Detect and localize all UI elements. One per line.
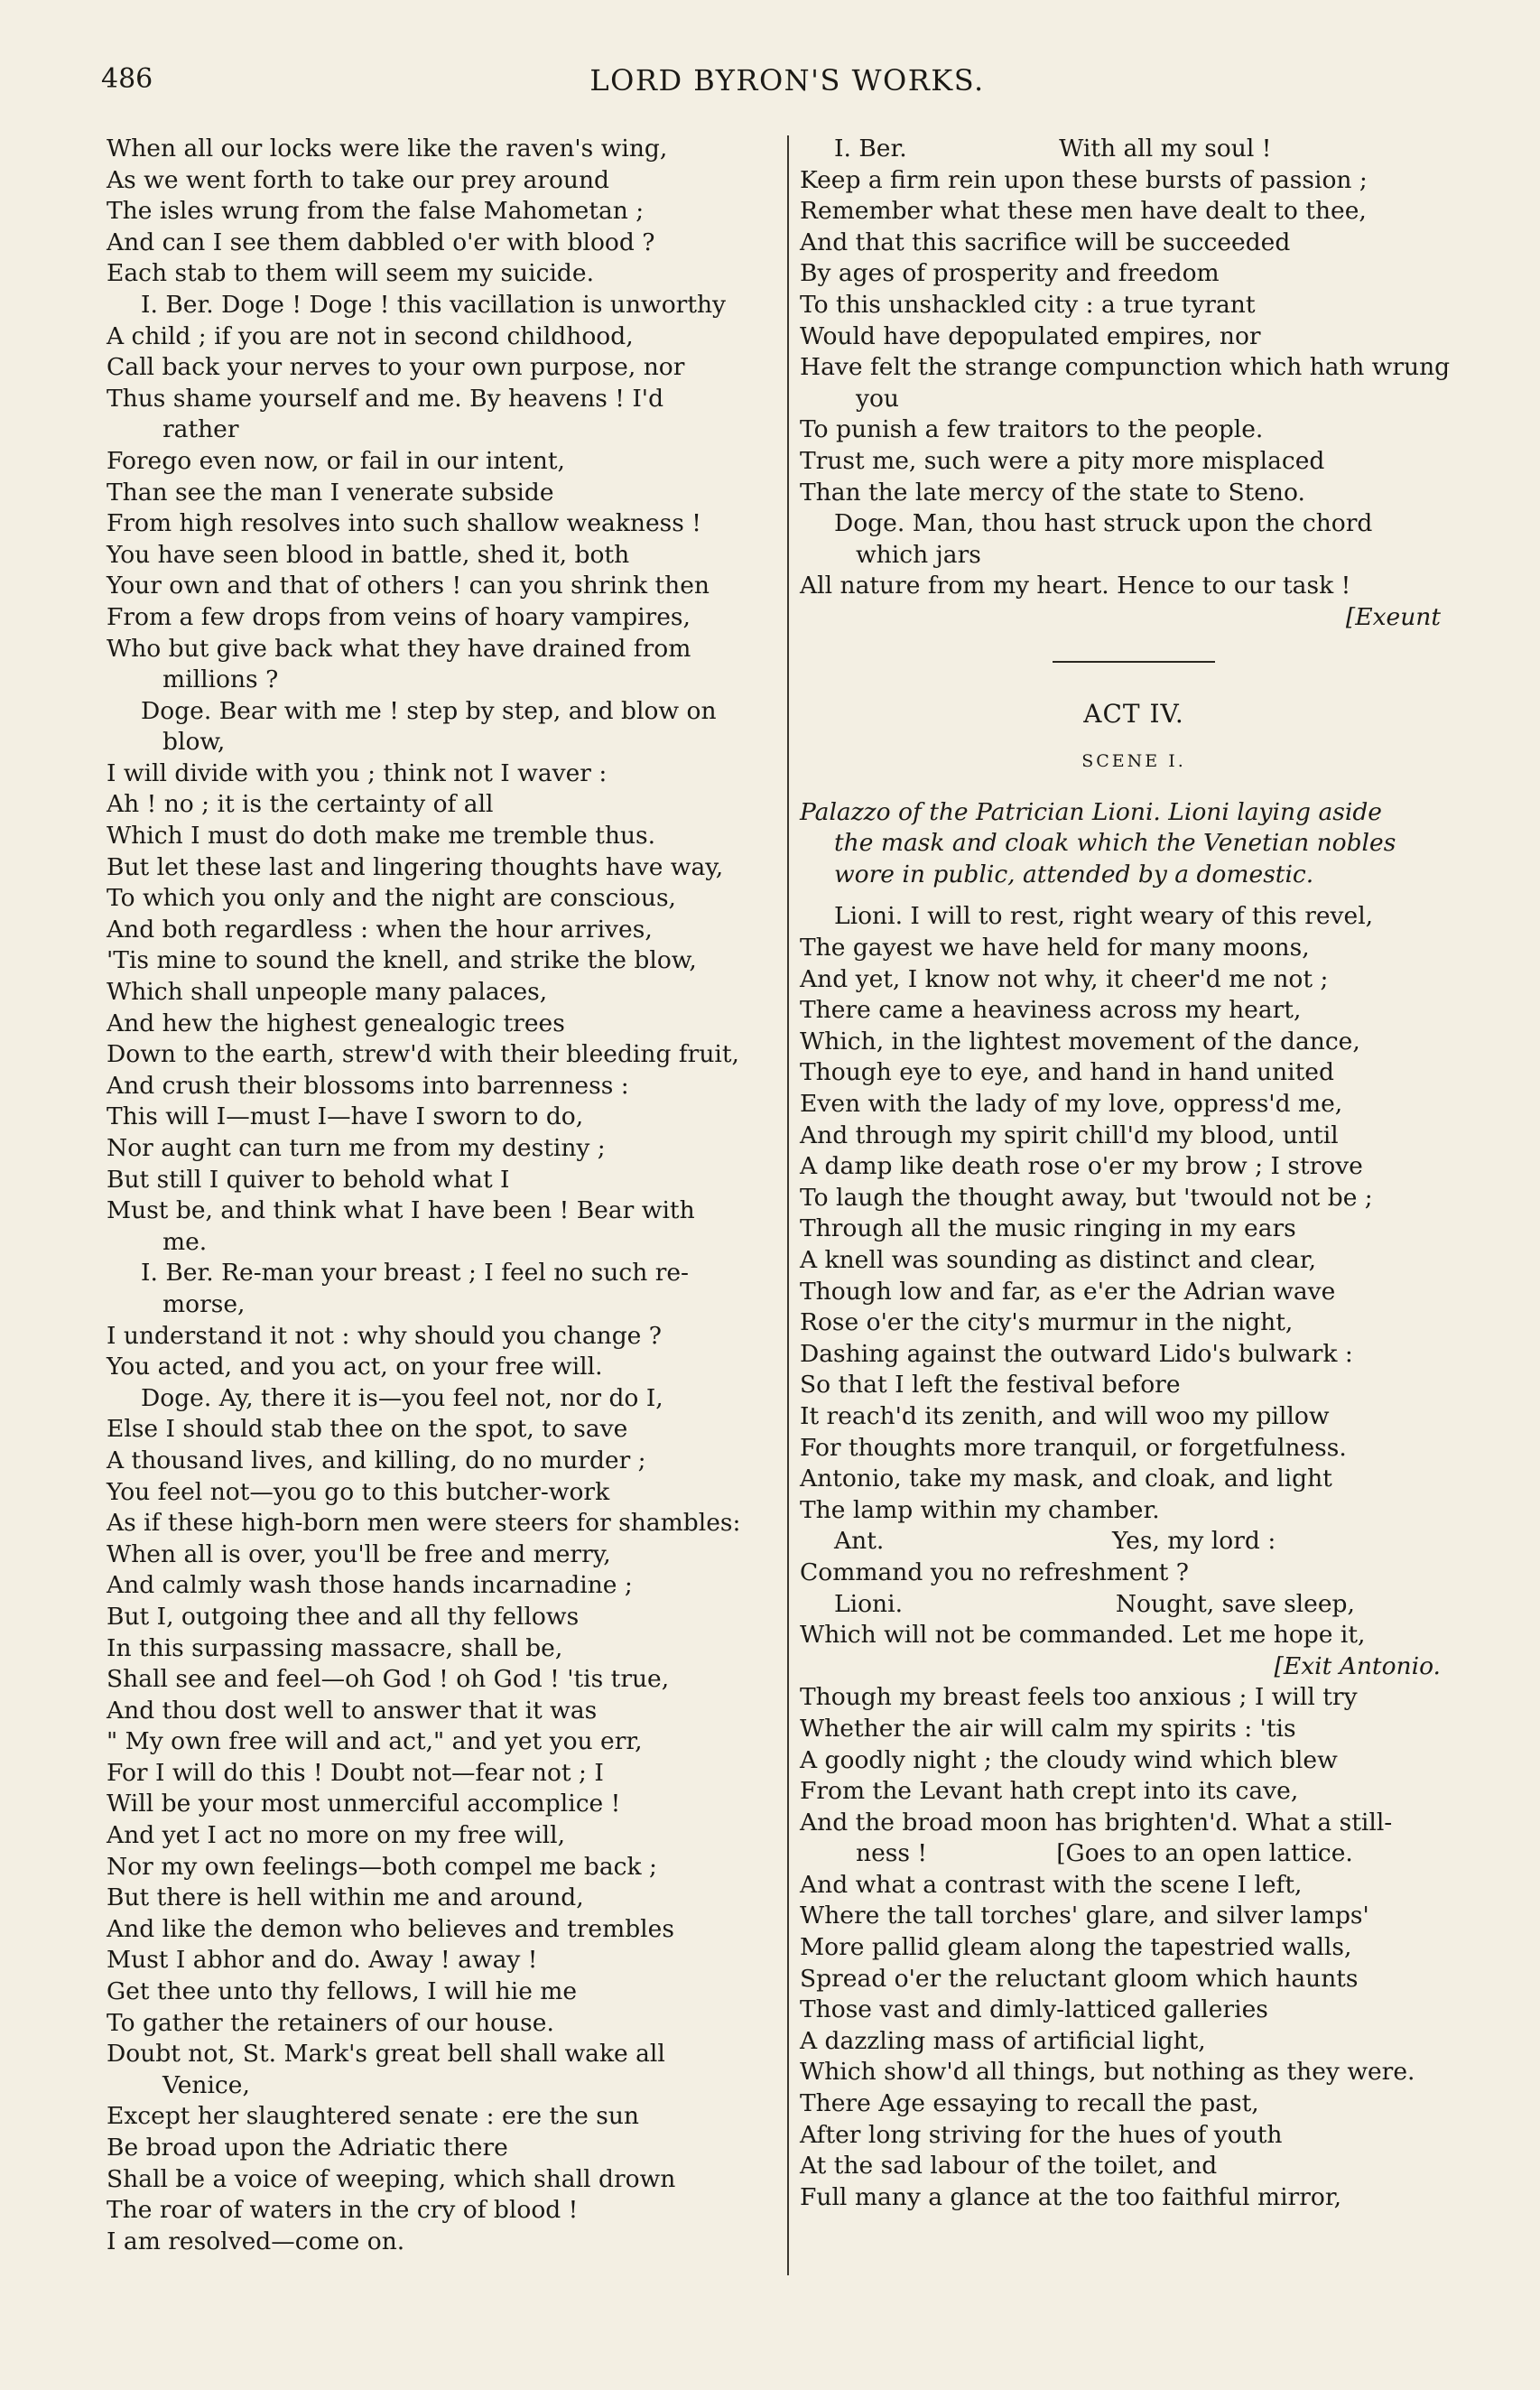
verse-line: Who but give back what they have drained from <box>107 634 691 663</box>
verse-line: To laugh the thought away, but 'twould not be ; <box>800 1183 1373 1212</box>
verse-line: But there is hell within me and around, <box>107 1883 584 1912</box>
speech-line: Lioni. Nought, save sleep, <box>834 1589 1355 1618</box>
verse-line: A damp like death rose o'er my brow ; I strove <box>800 1152 1363 1181</box>
verse-line: And hew the highest genealogic trees <box>107 1009 565 1037</box>
verse-line: To which you only and the night are conscious, <box>107 884 676 913</box>
verse-line: As if these high-born men were steers for shambles: <box>107 1509 741 1538</box>
verse-line: From the Levant hath crept into its cave, <box>800 1777 1299 1806</box>
verse-line: I am resolved—come on. <box>107 2227 405 2255</box>
left-column <box>107 134 775 2257</box>
verse-line: By ages of prosperity and freedom <box>800 259 1220 288</box>
verse-line: But still I quiver to behold what I <box>107 1165 510 1194</box>
verse-line: Which will not be commanded. Let me hope it, <box>800 1621 1366 1650</box>
verse-line: Except her slaughtered senate : ere the sun <box>107 2102 640 2131</box>
verse-line: All nature from my heart. Hence to our task ! <box>800 572 1351 600</box>
speech-line: Ant. Yes, my lord : <box>834 1527 1276 1556</box>
verse-line: Each stab to them will seem my suicide. <box>107 259 594 288</box>
verse-line: You feel not—you go to this butcher-work <box>107 1477 610 1506</box>
scene-heading: SCENE I. <box>1081 751 1186 772</box>
verse-line: Get thee unto thy fellows, I will hie me <box>107 1977 578 2006</box>
verse-line: So that I left the festival before <box>800 1371 1181 1400</box>
verse-line: And the broad moon has brighten'd. What a still- <box>800 1808 1393 1837</box>
verse-line: Which show'd all things, but nothing as they were. <box>800 2058 1415 2087</box>
stage-direction: wore in public, attended by a domestic. <box>834 860 1314 888</box>
verse-line: And both regardless : when the hour arrives, <box>107 915 653 944</box>
verse-line: Have felt the strange compunction which hath wrung <box>800 353 1451 382</box>
verse-line: morse, <box>162 1289 246 1318</box>
verse-line: Which shall unpeople many palaces, <box>107 978 548 1007</box>
verse-line: Your own and that of others ! can you shrink then <box>107 572 710 600</box>
stage-direction: the mask and cloak which the Venetian nobles <box>834 829 1396 858</box>
verse-line: And that this sacrifice will be succeeded <box>800 228 1291 256</box>
verse-line: Keep a firm rein upon these bursts of passion ; <box>800 165 1368 194</box>
verse-line: Through all the music ringing in my ears <box>800 1214 1296 1243</box>
verse-line: Will be your most unmerciful accomplice ! <box>107 1790 621 1818</box>
verse-line: Ah ! no ; it is the certainty of all <box>107 790 494 819</box>
verse-line: Trust me, such were a pity more misplaced <box>800 446 1325 475</box>
verse-line: Doubt not, St. Mark's great bell shall wake all <box>107 2040 665 2069</box>
speech-line: I. Ber. Doge ! Doge ! this vacillation is unworthy <box>141 290 727 319</box>
speech-line: I. Ber. Re-man your breast ; I feel no such re- <box>141 1259 690 1288</box>
verse-line: Thus shame yourself and me. By heavens ! I'd <box>107 384 664 413</box>
verse-line: Rose o'er the city's murmur in the night, <box>800 1308 1294 1337</box>
verse-line: Though eye to eye, and hand in hand united <box>800 1058 1334 1087</box>
verse-line: ness ! [Goes to an open lattice. <box>856 1839 1353 1868</box>
verse-line: There came a heaviness across my heart, <box>800 996 1302 1025</box>
verse-line: Shall see and feel—oh God ! oh God ! 'tis true, <box>107 1665 670 1694</box>
verse-line: Must I abhor and do. Away ! away ! <box>107 1946 538 1975</box>
verse-line: Even with the lady of my love, oppress'd me, <box>800 1090 1343 1119</box>
verse-line: A goodly night ; the cloudy wind which blew <box>800 1745 1338 1774</box>
verse-line: Than see the man I venerate subside <box>107 478 554 507</box>
verse-line: Where the tall torches' glare, and silver lamps' <box>800 1902 1369 1930</box>
verse-line: Would have depopulated empires, nor <box>800 321 1261 350</box>
verse-line: A child ; if you are not in second childhood, <box>107 321 634 350</box>
verse-line: I will divide with you ; think not I waver : <box>107 758 608 787</box>
page-header <box>101 63 1473 108</box>
verse-line: blow, <box>162 728 226 757</box>
verse-line: Than the late mercy of the state to Steno. <box>800 478 1305 507</box>
speech-line: Doge. Bear with me ! step by step, and blow on <box>141 696 717 725</box>
verse-line: And through my spirit chill'd my blood, until <box>800 1121 1339 1149</box>
speech-line: Doge. Man, thou hast struck upon the chord <box>834 509 1373 538</box>
verse-line: The roar of waters in the cry of blood ! <box>107 2196 579 2225</box>
verse-line: To gather the retainers of our house. <box>107 2008 554 2037</box>
verse-line: But let these last and lingering thoughts have way, <box>107 852 724 881</box>
verse-line: The isles wrung from the false Mahometan ; <box>107 197 645 226</box>
verse-line: In this surpassing massacre, shall be, <box>107 1633 563 1662</box>
verse-line: And like the demon who believes and trembles <box>107 1914 674 1943</box>
verse-line: Spread o'er the reluctant gloom which haunts <box>800 1964 1359 1993</box>
verse-line: Command you no refreshment ? <box>800 1558 1189 1586</box>
verse-line: And yet I act no more on my free will, <box>107 1821 565 1850</box>
verse-line: you <box>856 384 899 413</box>
speech-line: Lioni. I will to rest, right weary of this revel, <box>834 902 1374 931</box>
verse-line: The lamp within my chamber. <box>800 1495 1160 1524</box>
verse-line: Venice, <box>162 2070 250 2099</box>
verse-line: Remember what these men have dealt to thee, <box>800 197 1367 226</box>
verse-line: The gayest we have held for many moons, <box>800 934 1310 963</box>
speech-line: I. Ber. With all my soul ! <box>834 135 1272 163</box>
speech-line: Doge. Ay, there it is—you feel not, nor do I, <box>141 1383 663 1412</box>
verse-line: Antonio, take my mask, and cloak, and light <box>800 1465 1332 1493</box>
verse-line: Nor aught can turn me from my destiny ; <box>107 1134 606 1162</box>
verse-line: When all is over, you'll be free and merry, <box>107 1539 611 1568</box>
verse-line: And thou dost well to answer that it was <box>107 1696 598 1725</box>
verse-line: And can I see them dabbled o'er with blood ? <box>107 228 655 256</box>
verse-line: To this unshackled city : a true tyrant <box>800 290 1256 319</box>
verse-line: And yet, I know not why, it cheer'd me not ; <box>800 964 1329 993</box>
verse-line: Nor my own feelings—both compel me back ; <box>107 1852 657 1881</box>
running-title: LORD BYRON'S WORKS. <box>589 63 985 98</box>
verse-line: And what a contrast with the scene I left, <box>800 1870 1303 1899</box>
verse-line: As we went forth to take our prey around <box>107 165 610 194</box>
verse-line: A dazzling mass of artificial light, <box>800 2026 1206 2055</box>
verse-line: And calmly wash those hands incarnadine ; <box>107 1571 633 1600</box>
act-heading: ACT IV. <box>1083 698 1184 729</box>
spacer <box>800 890 1468 901</box>
verse-line: For thoughts more tranquil, or forgetfulness. <box>800 1433 1347 1462</box>
verse-line: millions ? <box>162 665 279 694</box>
verse-line: To punish a few traitors to the people. <box>800 415 1264 444</box>
verse-line: This will I—must I—have I sworn to do, <box>107 1102 584 1131</box>
verse-line: Though my breast feels too anxious ; I will try <box>800 1683 1358 1712</box>
verse-line: Down to the earth, strew'd with their bleeding fruit, <box>107 1040 739 1069</box>
page-number: 486 <box>101 63 153 95</box>
verse-line: me. <box>162 1227 208 1256</box>
verse-line: Full many a glance at the too faithful mirror, <box>800 2182 1342 2211</box>
verse-line: Dashing against the outward Lido's bulwark : <box>800 1339 1353 1368</box>
verse-line: Though low and far, as e'er the Adrian wave <box>800 1277 1336 1306</box>
section-separator <box>1053 661 1215 663</box>
verse-line: For I will do this ! Doubt not—fear not ; I <box>107 1758 604 1787</box>
verse-line: After long striving for the hues of youth <box>800 2120 1283 2149</box>
verse-line: rather <box>162 415 239 444</box>
verse-line: Which, in the lightest movement of the dance, <box>800 1027 1360 1056</box>
verse-line: Else I should stab thee on the spot, to save <box>107 1415 628 1444</box>
verse-line: Shall be a voice of weeping, which shall drown <box>107 2164 676 2193</box>
verse-line: Which I must do doth make me tremble thus. <box>107 822 656 851</box>
verse-line: " My own free will and act," and yet you err, <box>107 1727 643 1756</box>
right-column <box>800 134 1468 2213</box>
verse-line: 'Tis mine to sound the knell, and strike the blow, <box>107 946 697 975</box>
verse-line: And crush their blossoms into barrenness : <box>107 1071 629 1100</box>
exit-direction: [Exeunt <box>1345 602 1441 631</box>
verse-line: I understand it not : why should you change ? <box>107 1321 662 1350</box>
verse-line: Whether the air will calm my spirits : 'tis <box>800 1714 1296 1743</box>
verse-line: From a few drops from veins of hoary vampires, <box>107 602 691 631</box>
verse-line: At the sad labour of the toilet, and <box>800 2152 1218 2181</box>
verse-line: But I, outgoing thee and all thy fellows <box>107 1602 580 1631</box>
verse-line: which jars <box>856 540 981 569</box>
verse-line: From high resolves into such shallow weakness ! <box>107 509 701 538</box>
verse-line: More pallid gleam along the tapestried walls, <box>800 1933 1352 1962</box>
verse-line: It reach'd its zenith, and will woo my pillow <box>800 1401 1330 1430</box>
stage-direction: Palazzo of the Patrician Lioni. Lioni laying aside <box>800 797 1382 826</box>
verse-line: Be broad upon the Adriatic there <box>107 2134 508 2162</box>
verse-line: Call back your nerves to your own purpose, nor <box>107 353 685 382</box>
verse-line: You have seen blood in battle, shed it, both <box>107 540 630 569</box>
verse-line: A thousand lives, and killing, do no murder ; <box>107 1446 646 1474</box>
verse-line: When all our locks were like the raven's wing, <box>107 135 668 163</box>
verse-line: A knell was sounding as distinct and clear, <box>800 1246 1317 1274</box>
verse-line: Must be, and think what I have been ! Bear with <box>107 1196 695 1225</box>
verse-line: Forego even now, or fail in our intent, <box>107 446 565 475</box>
column-divider <box>787 135 789 2275</box>
exit-direction: [Exit Antonio. <box>1274 1651 1441 1680</box>
verse-line: Those vast and dimly-latticed galleries <box>800 1995 1268 2024</box>
verse-line: There Age essaying to recall the past, <box>800 2089 1259 2118</box>
verse-line: You acted, and you act, on your free will. <box>107 1353 603 1381</box>
